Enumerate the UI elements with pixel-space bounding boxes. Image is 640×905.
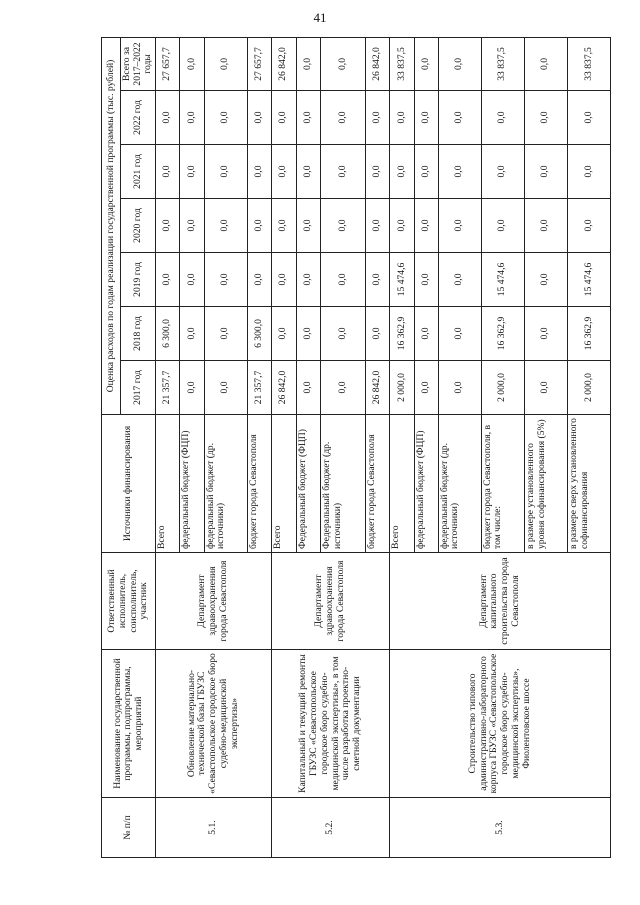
year-value: 0,0 [365, 91, 390, 145]
year-value: 0,0 [524, 91, 567, 145]
year-value: 0,0 [414, 145, 438, 199]
year-value: 0,0 [247, 253, 271, 307]
year-value: 21 357,7 [247, 361, 271, 415]
funding-source: Всего [271, 415, 296, 553]
year-value: 16 362,9 [481, 307, 524, 361]
total-value: 0,0 [321, 37, 365, 90]
year-value: 0,0 [567, 145, 610, 199]
year-value: 0,0 [321, 91, 365, 145]
year-value: 16 362,9 [567, 307, 610, 361]
funding-source: в размере сверх установленного софинансирования [567, 415, 610, 553]
item-number: 5.3. [390, 798, 611, 858]
total-value: 0,0 [296, 37, 321, 90]
year-value: 0,0 [156, 199, 180, 253]
year-value: 0,0 [271, 91, 296, 145]
year-value: 0,0 [390, 91, 414, 145]
year-value: 0,0 [204, 145, 247, 199]
year-value: 2 000,0 [481, 361, 524, 415]
year-value: 0,0 [156, 253, 180, 307]
year-value: 0,0 [390, 145, 414, 199]
item-number: 5.1. [156, 798, 272, 858]
year-value: 0,0 [180, 91, 204, 145]
total-value: 0,0 [438, 37, 481, 90]
year-value: 15 474,6 [390, 253, 414, 307]
year-value: 0,0 [271, 199, 296, 253]
year-value: 0,0 [481, 91, 524, 145]
year-value: 2 000,0 [390, 361, 414, 415]
year-value: 0,0 [156, 91, 180, 145]
year-value: 0,0 [321, 199, 365, 253]
year-value: 0,0 [438, 253, 481, 307]
year-value: 0,0 [321, 307, 365, 361]
item-executor: Департамент здравоохранения города Севастополя [156, 553, 272, 650]
year-value: 0,0 [414, 361, 438, 415]
year-value: 0,0 [296, 307, 321, 361]
funding-source: бюджет города Севастополя [247, 415, 271, 553]
year-value: 0,0 [414, 253, 438, 307]
year-value: 0,0 [365, 253, 390, 307]
rotated-table-wrapper [101, 38, 611, 858]
total-value: 33 837,5 [390, 37, 414, 90]
header-executor: Ответственный исполнитель, соисполнитель, участник [102, 553, 156, 650]
year-value: 0,0 [438, 145, 481, 199]
year-value: 0,0 [567, 91, 610, 145]
funding-source: федеральный бюджет (ФЦП) [414, 415, 438, 553]
funding-source: Федеральный бюджет (др. источники) [321, 415, 365, 553]
year-value: 0,0 [296, 199, 321, 253]
year-value: 0,0 [481, 199, 524, 253]
total-value: 0,0 [414, 37, 438, 90]
year-value: 0,0 [271, 307, 296, 361]
year-value: 0,0 [247, 145, 271, 199]
year-value: 0,0 [414, 91, 438, 145]
year-value: 0,0 [204, 253, 247, 307]
year-value: 0,0 [204, 199, 247, 253]
header-source: Источники финансирования [102, 415, 156, 553]
funding-source: Федеральный бюджет (ФЦП) [296, 415, 321, 553]
item-name: Строительство типового административно-лабораторного корпуса ГБУЗС «Севастопольское городское бюро судебно-медицинской экспертизы», Фиолентовское шоссе [390, 650, 611, 798]
page-number: 41 [313, 10, 327, 25]
total-value: 27 657,7 [156, 37, 180, 90]
header-year: 2019 год [121, 253, 156, 307]
year-value: 26 842,0 [271, 361, 296, 415]
year-value: 0,0 [271, 253, 296, 307]
funding-source: федеральный бюджет (др. источники) [438, 415, 481, 553]
year-value: 0,0 [438, 361, 481, 415]
total-value: 33 837,5 [481, 37, 524, 90]
funding-source: Всего [390, 415, 414, 553]
table-row [156, 37, 180, 857]
year-value: 0,0 [524, 307, 567, 361]
total-value: 0,0 [180, 37, 204, 90]
year-value: 0,0 [204, 307, 247, 361]
header-estimate: Оценка расходов по годам реализации государственной программы (тыс. рублей) [102, 37, 121, 414]
header-no: № п/п [102, 798, 156, 858]
year-value: 6 300,0 [156, 307, 180, 361]
header-year: 2018 год [121, 307, 156, 361]
header-name: Наименование государственной программы, подпрограммы, мероприятий [102, 650, 156, 798]
year-value: 0,0 [438, 307, 481, 361]
header-year: 2020 год [121, 199, 156, 253]
total-value: 0,0 [524, 37, 567, 90]
year-value: 0,0 [524, 145, 567, 199]
year-value: 0,0 [296, 253, 321, 307]
year-value: 0,0 [180, 307, 204, 361]
year-value: 0,0 [296, 145, 321, 199]
header-year: 2021 год [121, 145, 156, 199]
total-value: 26 842,0 [271, 37, 296, 90]
total-value: 27 657,7 [247, 37, 271, 90]
year-value: 0,0 [180, 361, 204, 415]
header-year: 2022 год [121, 91, 156, 145]
year-value: 15 474,6 [481, 253, 524, 307]
funding-source: Всего [156, 415, 180, 553]
table-row [271, 37, 296, 857]
year-value: 0,0 [414, 199, 438, 253]
item-executor: Департамент здравоохранения города Севастополя [271, 553, 390, 650]
year-value: 0,0 [414, 307, 438, 361]
year-value: 0,0 [567, 199, 610, 253]
total-value: 0,0 [204, 37, 247, 90]
year-value: 0,0 [204, 91, 247, 145]
year-value: 0,0 [180, 199, 204, 253]
year-value: 6 300,0 [247, 307, 271, 361]
year-value: 0,0 [365, 199, 390, 253]
year-value: 26 842,0 [365, 361, 390, 415]
table-body [156, 37, 611, 857]
item-name: Капитальный и текущий ремонты ГБУЗС «Севастопольское городское бюро судебно-медицинской экспертизы», в том числе разработка проектно-сметной документации [271, 650, 390, 798]
year-value: 0,0 [365, 145, 390, 199]
year-value: 0,0 [296, 361, 321, 415]
year-value: 0,0 [390, 199, 414, 253]
total-value: 33 837,5 [567, 37, 610, 90]
year-value: 0,0 [321, 361, 365, 415]
header-year: 2017 год [121, 361, 156, 415]
funding-source: бюджет города Севастополя [365, 415, 390, 553]
year-value: 16 362,9 [390, 307, 414, 361]
year-value: 0,0 [321, 145, 365, 199]
table-row [390, 37, 414, 857]
year-value: 0,0 [524, 199, 567, 253]
year-value: 0,0 [156, 145, 180, 199]
total-value: 26 842,0 [365, 37, 390, 90]
year-value: 0,0 [365, 307, 390, 361]
year-value: 2 000,0 [567, 361, 610, 415]
year-value: 0,0 [438, 91, 481, 145]
year-value: 0,0 [247, 91, 271, 145]
year-value: 0,0 [438, 199, 481, 253]
year-value: 0,0 [180, 253, 204, 307]
item-executor: Департамент капитального строительства города Севастополя [390, 553, 611, 650]
table-landscape [101, 38, 611, 858]
header-total: Всего за 2017–2022 годы [121, 37, 156, 90]
program-expenses-table [101, 37, 611, 858]
year-value: 0,0 [271, 145, 296, 199]
year-value: 0,0 [524, 253, 567, 307]
year-value: 0,0 [321, 253, 365, 307]
funding-source: федеральный бюджет (др. источники) [204, 415, 247, 553]
funding-source: федеральный бюджет (ФЦП) [180, 415, 204, 553]
year-value: 15 474,6 [567, 253, 610, 307]
year-value: 21 357,7 [156, 361, 180, 415]
year-value: 0,0 [481, 145, 524, 199]
year-value: 0,0 [296, 91, 321, 145]
year-value: 0,0 [180, 145, 204, 199]
funding-source: бюджет города Севастополя, в том числе: [481, 415, 524, 553]
funding-source: в размере установленного уровня софинансирования (5%) [524, 415, 567, 553]
year-value: 0,0 [524, 361, 567, 415]
item-number: 5.2. [271, 798, 390, 858]
item-name: Обновление материально-технической базы ГБУЗС «Севастопольское городское бюро судебно-медицинской экспертизы» [156, 650, 272, 798]
year-value: 0,0 [247, 199, 271, 253]
year-value: 0,0 [204, 361, 247, 415]
